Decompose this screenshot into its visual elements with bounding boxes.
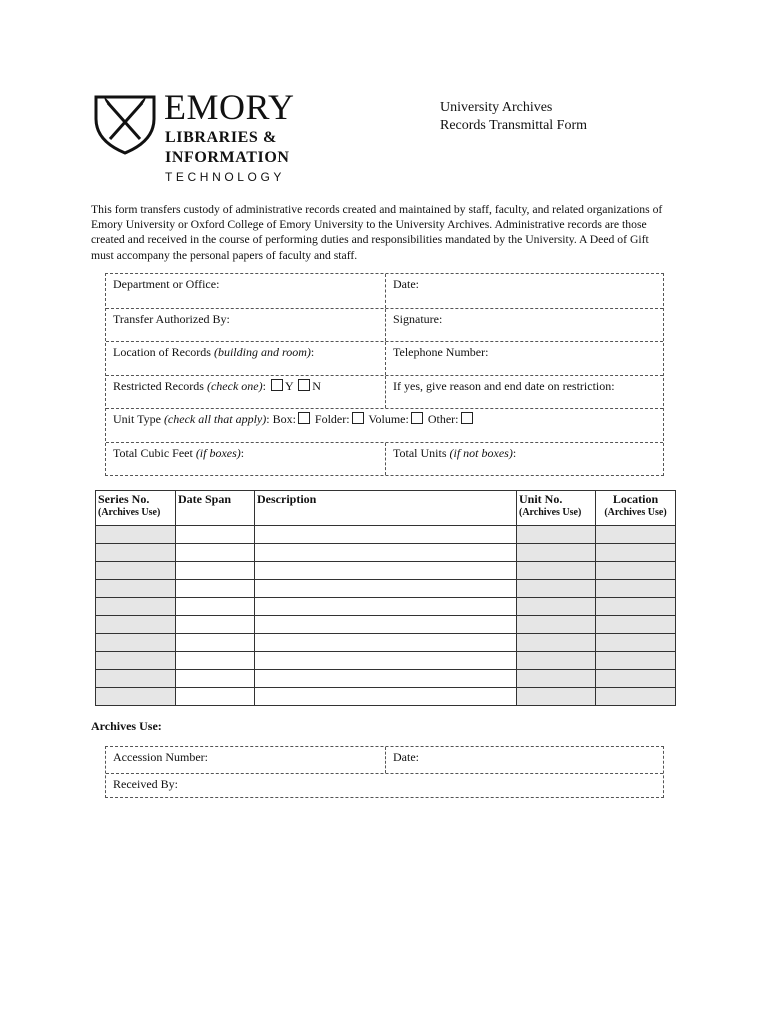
- form-row-totals: [106, 442, 663, 476]
- date-span-title: Date Span: [178, 492, 232, 506]
- table-cell[interactable]: [176, 616, 255, 634]
- volume-label: Volume:: [368, 412, 409, 426]
- table-cell[interactable]: [255, 616, 517, 634]
- table-cell[interactable]: [517, 562, 596, 580]
- emory-logo: [92, 87, 302, 188]
- other-checkbox[interactable]: [461, 412, 473, 424]
- location-sub: (Archives Use): [604, 507, 667, 518]
- location-hint: (building and room): [213, 345, 311, 359]
- location-colon: :: [310, 345, 315, 359]
- table-cell[interactable]: [596, 562, 676, 580]
- description-title: Description: [257, 492, 317, 506]
- table-cell[interactable]: [596, 688, 676, 706]
- table-cell[interactable]: [176, 634, 255, 652]
- other-label: Other:: [427, 412, 459, 426]
- restricted-hint: (check one): [206, 378, 263, 393]
- form-title: [440, 99, 587, 135]
- logo-libraries: LIBRARIES &: [165, 129, 277, 146]
- form-row-unit-type: [106, 408, 663, 442]
- total-units-colon: :: [512, 445, 517, 460]
- table-cell[interactable]: [255, 562, 517, 580]
- restricted-field: [106, 376, 386, 409]
- table-cell[interactable]: [176, 580, 255, 598]
- table-cell[interactable]: [96, 616, 176, 634]
- table-cell[interactable]: [517, 670, 596, 688]
- table-cell[interactable]: [96, 688, 176, 706]
- table-row: [96, 652, 676, 670]
- restricted-no-checkbox[interactable]: [298, 379, 310, 391]
- telephone-field[interactable]: [386, 342, 663, 375]
- table-cell[interactable]: [176, 670, 255, 688]
- shield-torch-icon: [92, 93, 158, 155]
- table-row: [96, 544, 676, 562]
- table-cell[interactable]: [255, 634, 517, 652]
- table-cell[interactable]: [96, 544, 176, 562]
- cubic-feet-field[interactable]: [106, 443, 386, 476]
- archives-date-field[interactable]: [386, 747, 663, 773]
- location-title: Location: [612, 492, 659, 506]
- table-cell[interactable]: [176, 652, 255, 670]
- received-by-field[interactable]: [106, 774, 663, 797]
- total-units-hint: (if not boxes): [449, 445, 513, 460]
- form-row-transfer: [106, 308, 663, 342]
- location-field[interactable]: [106, 342, 386, 375]
- cubic-feet-label: Total Cubic Feet: [113, 445, 196, 460]
- table-cell[interactable]: [517, 652, 596, 670]
- table-cell[interactable]: [255, 688, 517, 706]
- table-row: [96, 598, 676, 616]
- table-cell[interactable]: [517, 688, 596, 706]
- col-location: [596, 491, 676, 526]
- table-row: [96, 526, 676, 544]
- table-cell[interactable]: [517, 544, 596, 562]
- volume-checkbox[interactable]: [411, 412, 423, 424]
- table-cell[interactable]: [517, 580, 596, 598]
- folder-checkbox[interactable]: [352, 412, 364, 424]
- table-cell[interactable]: [255, 598, 517, 616]
- form-row-department: [106, 274, 663, 308]
- transfer-authorized-label: Transfer Authorized By:: [113, 311, 230, 326]
- table-cell[interactable]: [176, 688, 255, 706]
- received-by-label: Received By:: [113, 777, 178, 791]
- accession-number-field[interactable]: [106, 747, 386, 773]
- restricted-colon: :: [262, 378, 266, 393]
- col-date-span: [176, 491, 255, 526]
- table-cell[interactable]: [596, 544, 676, 562]
- restricted-label: Restricted Records: [113, 378, 207, 393]
- table-cell[interactable]: [96, 652, 176, 670]
- table-cell[interactable]: [176, 544, 255, 562]
- table-cell[interactable]: [96, 580, 176, 598]
- table-cell[interactable]: [176, 562, 255, 580]
- restriction-reason-label: If yes, give reason and end date on restriction:: [393, 378, 615, 393]
- unit-no-sub: (Archives Use): [519, 507, 582, 518]
- table-row: [96, 634, 676, 652]
- table-cell[interactable]: [255, 526, 517, 544]
- logo-information: INFORMATION: [165, 149, 290, 166]
- table-cell[interactable]: [596, 580, 676, 598]
- unit-type-colon: :: [266, 412, 270, 426]
- table-cell[interactable]: [596, 634, 676, 652]
- table-cell[interactable]: [255, 670, 517, 688]
- department-label: Department or Office:: [113, 277, 220, 291]
- col-description: [255, 491, 517, 526]
- table-cell[interactable]: [596, 652, 676, 670]
- col-series-no: [96, 491, 176, 526]
- table-cell[interactable]: [596, 670, 676, 688]
- department-field[interactable]: [106, 274, 386, 308]
- table-cell[interactable]: [96, 634, 176, 652]
- table-cell[interactable]: [517, 598, 596, 616]
- archives-use-form: [105, 746, 664, 798]
- form-title-line2: Records Transmittal Form: [440, 118, 588, 133]
- cubic-feet-colon: :: [240, 445, 245, 460]
- table-cell[interactable]: [596, 598, 676, 616]
- restricted-no-label: N: [312, 378, 321, 393]
- signature-label: Signature:: [393, 311, 443, 326]
- unit-type-field: [106, 409, 663, 442]
- table-cell[interactable]: [255, 652, 517, 670]
- total-units-label: Total Units: [393, 445, 450, 460]
- table-row: [96, 688, 676, 706]
- box-label: Box:: [272, 412, 296, 426]
- transfer-authorized-field[interactable]: [106, 309, 386, 342]
- intro-paragraph: This form transfers custody of administrative records created and maintained by staff, faculty, and related organizations of Emory University or Oxford College of Emory University to the University Archives. Administrative records are those created and received in the course of performing duties and responsibilities mandated by the University. A Deed of Gift must accompany the personal papers of faculty and staff.: [91, 203, 663, 262]
- transfer-info-form: [105, 273, 664, 476]
- table-row: [96, 580, 676, 598]
- location-label: Location of Records: [113, 345, 214, 359]
- restriction-reason-field[interactable]: [386, 376, 663, 409]
- folder-label: Folder:: [314, 412, 350, 426]
- table-cell[interactable]: [596, 526, 676, 544]
- table-cell[interactable]: [176, 526, 255, 544]
- records-table: [95, 490, 676, 706]
- restricted-yes-checkbox[interactable]: [271, 379, 283, 391]
- table-cell[interactable]: [596, 616, 676, 634]
- form-row-location: [106, 341, 663, 375]
- unit-type-label: Unit Type: [113, 412, 164, 426]
- telephone-label: Telephone Number:: [393, 345, 489, 359]
- date-field[interactable]: [386, 274, 663, 308]
- table-row: [96, 616, 676, 634]
- date-label: Date:: [393, 277, 419, 291]
- table-row: [96, 670, 676, 688]
- table-cell[interactable]: [255, 544, 517, 562]
- total-units-field[interactable]: [386, 443, 663, 476]
- table-cell[interactable]: [96, 562, 176, 580]
- table-cell[interactable]: [96, 670, 176, 688]
- table-cell[interactable]: [517, 634, 596, 652]
- table-cell[interactable]: [176, 598, 255, 616]
- unit-type-hint: (check all that apply): [163, 412, 267, 426]
- unit-no-title: Unit No.: [519, 492, 563, 506]
- table-cell[interactable]: [96, 526, 176, 544]
- table-cell[interactable]: [517, 616, 596, 634]
- records-table-header: [96, 491, 676, 526]
- archives-row-accession: [106, 747, 663, 774]
- signature-field[interactable]: [386, 309, 663, 342]
- box-checkbox[interactable]: [298, 412, 310, 424]
- table-row: [96, 562, 676, 580]
- logo-technology: TECHNOLOGY: [165, 170, 286, 184]
- form-row-restricted: [106, 375, 663, 409]
- restricted-yes-label: Y: [284, 378, 294, 393]
- form-title-line1: University Archives: [440, 100, 553, 115]
- cubic-feet-hint: (if boxes): [195, 445, 241, 460]
- archives-use-heading: Archives Use:: [91, 719, 162, 733]
- series-no-sub: (Archives Use): [98, 507, 161, 518]
- archives-date-label: Date:: [393, 750, 419, 764]
- col-unit-no: [517, 491, 596, 526]
- series-no-title: Series No.: [98, 492, 150, 506]
- accession-number-label: Accession Number:: [113, 750, 208, 764]
- table-cell[interactable]: [517, 526, 596, 544]
- table-cell[interactable]: [96, 598, 176, 616]
- table-cell[interactable]: [255, 580, 517, 598]
- logo-emory: EMORY: [164, 87, 295, 127]
